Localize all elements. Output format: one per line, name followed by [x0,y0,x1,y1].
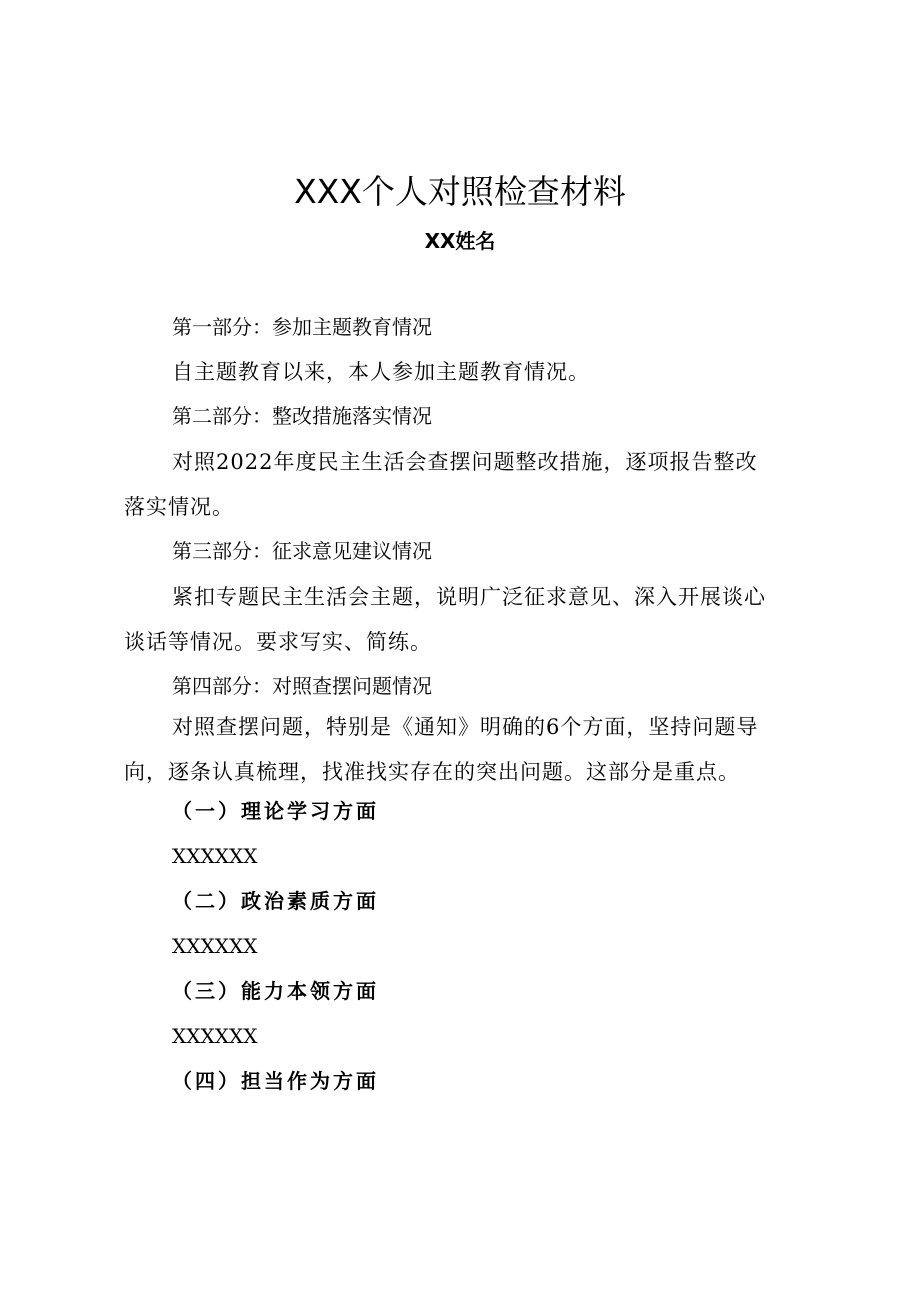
part4-body-line2: 向，逐条认真梳理，找准找实存在的突出问题。这部分是重点。 [124,760,740,784]
part1-heading: 第一部分：参加主题教育情况 [172,315,432,339]
section-title: （二）政治素质方面 [172,889,379,913]
part2-body-line1: 对照2022年度民主生活会查摆问题整改措施，逐项报告整改 [172,450,758,474]
section-content: XXXXXX [172,934,258,958]
part3-body-line1: 紧扣专题民主生活会主题，说明广泛征求意见、深入开展谈心 [172,585,766,609]
part3-body-line2: 谈话等情况。要求写实、简练。 [124,630,432,654]
section-title: （一）理论学习方面 [172,799,379,823]
part2-heading: 第二部分：整改措施落实情况 [172,404,432,428]
section-content: XXXXXX [172,844,258,868]
part1-body-line1: 自主题教育以来，本人参加主题教育情况。 [172,360,590,384]
part3-heading: 第三部分：征求意见建议情况 [172,539,432,563]
section-content: XXXXXX [172,1024,258,1048]
document-title: XXX个人对照检查材料 [294,172,626,211]
part4-heading: 第四部分：对照查摆问题情况 [172,674,432,698]
part4-body-line1: 对照查摆问题，特别是《通知》明确的6个方面，坚持问题导 [172,715,759,739]
author-name: XX姓名 [424,229,496,253]
section-title: （三）能力本领方面 [172,979,379,1003]
part2-body-line2: 落实情况。 [124,495,234,519]
section-title: （四）担当作为方面 [172,1069,379,1093]
